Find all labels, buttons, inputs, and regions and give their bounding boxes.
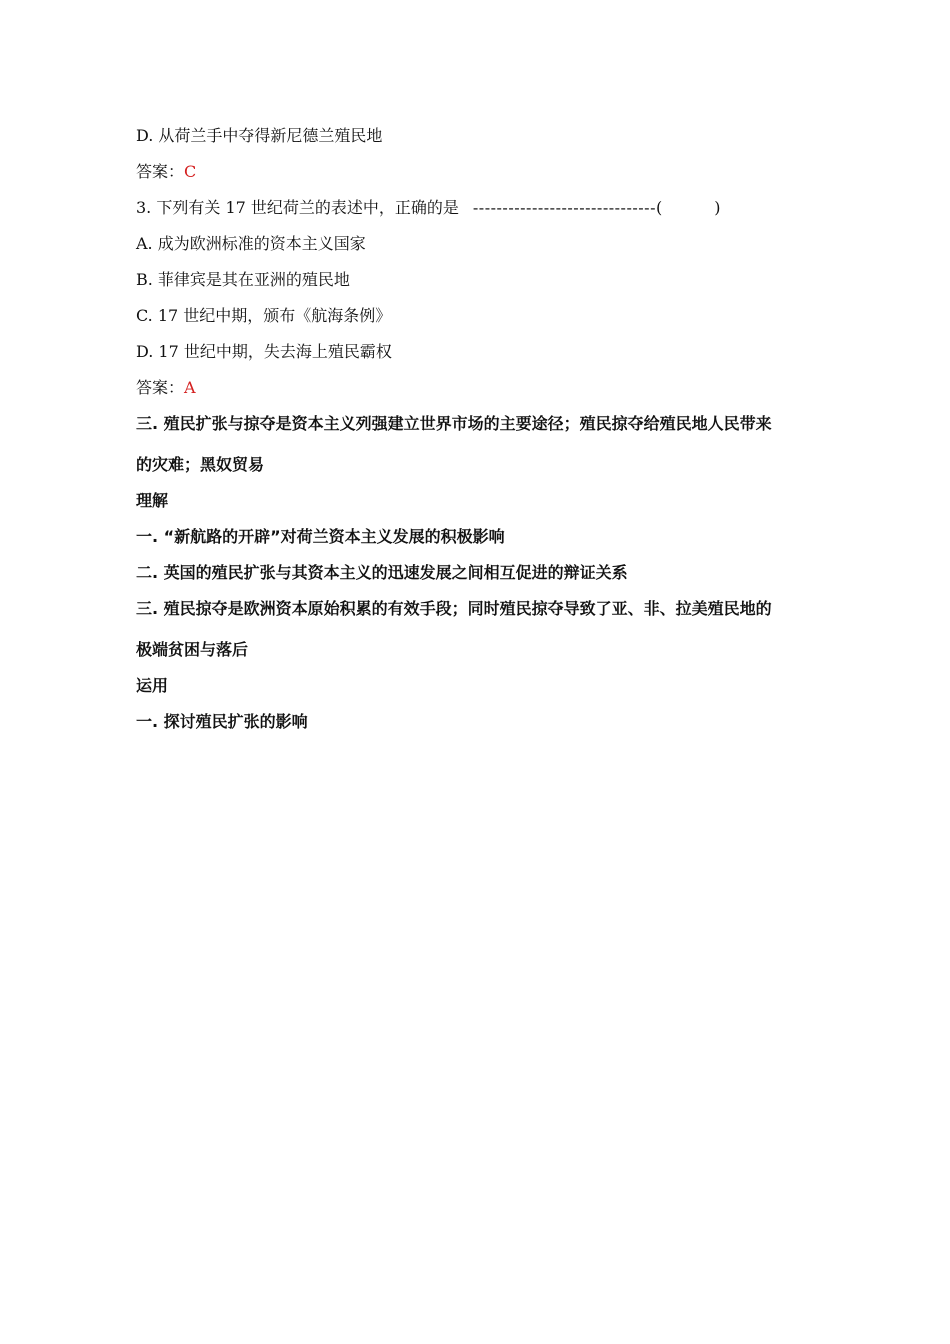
knowledge-item-3-line2: 的灾难；黑奴贸易 — [136, 455, 265, 474]
q3-option-d: D. 17 世纪中期，失去海上殖民霸权 — [136, 342, 392, 361]
answer-label: 答案： — [136, 162, 185, 181]
apply-item-1: 一. 探讨殖民扩张的影响 — [136, 712, 308, 731]
q2-option-d: D. 从荷兰手中夺得新尼德兰殖民地 — [136, 126, 383, 145]
answer-leader-dashes: ------------------------------- — [472, 198, 656, 217]
q3-stem — [136, 197, 826, 219]
q3-option-c: C. 17 世纪中期，颁布《航海条例》 — [136, 306, 392, 325]
understand-item-1: 一. “新航路的开辟”对荷兰资本主义发展的积极影响 — [136, 527, 505, 546]
q3-option-b: B. 菲律宾是其在亚洲的殖民地 — [136, 270, 350, 289]
paren-open: ( — [655, 198, 663, 217]
understand-item-2: 二. 英国的殖民扩张与其资本主义的迅速发展之间相互促进的辩证关系 — [136, 563, 628, 582]
section-heading-understand: 理解 — [136, 491, 169, 510]
question-text: 3. 下列有关 17 世纪荷兰的表述中，正确的是 — [136, 198, 459, 217]
understand-item-3-line2: 极端贫困与落后 — [136, 640, 249, 659]
answer-value: C — [184, 162, 197, 181]
q3-answer — [136, 377, 826, 399]
answer-value: A — [184, 378, 196, 397]
q3-option-a: A. 成为欧洲标准的资本主义国家 — [136, 234, 366, 253]
section-heading-apply: 运用 — [136, 676, 169, 695]
paren-close: ) — [714, 198, 721, 217]
answer-label: 答案： — [136, 378, 185, 397]
knowledge-item-3-line1: 三. 殖民扩张与掠夺是资本主义列强建立世界市场的主要途径；殖民掠夺给殖民地人民带来 — [136, 414, 772, 433]
q2-answer — [136, 161, 826, 183]
understand-item-3-line1: 三. 殖民掠夺是欧洲资本原始积累的有效手段；同时殖民掠夺导致了亚、非、拉美殖民地的 — [136, 599, 772, 618]
